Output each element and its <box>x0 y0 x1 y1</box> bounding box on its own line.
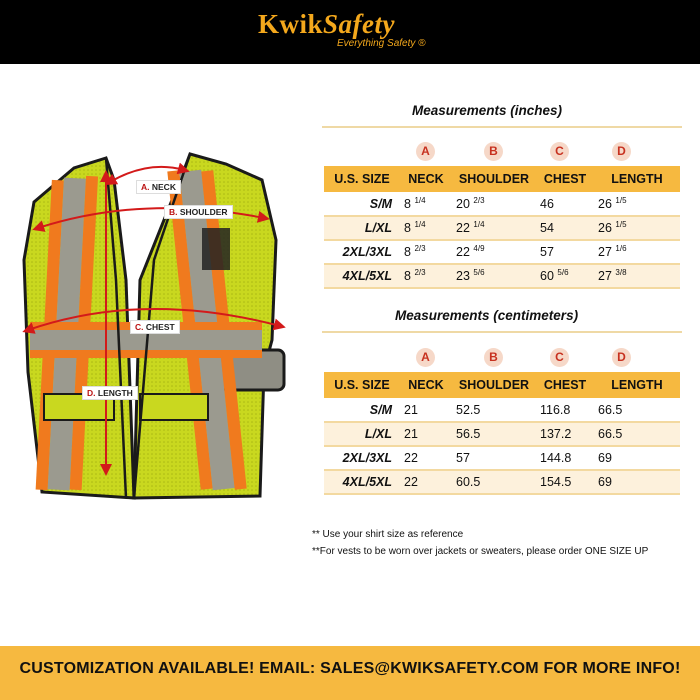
size-cell: 4XL/5XL <box>324 264 400 288</box>
header-us-size: U.S. SIZE <box>324 166 400 192</box>
centimeters-table <box>324 372 680 495</box>
table-row <box>324 192 680 216</box>
chest-cell: 137.2 <box>536 422 594 446</box>
neck-cell: 8 $^{2/3}$ <box>400 240 452 264</box>
chest-cell: 60 $^{5/6}$ <box>536 264 594 288</box>
shoulder-label-text: SHOULDER <box>179 207 228 217</box>
shoulder-cell: 23 $^{5/6}$ <box>452 264 536 288</box>
header-length: LENGTH <box>594 372 680 398</box>
shoulder-label-letter: B. <box>169 207 178 217</box>
size-cell: 2XL/3XL <box>324 240 400 264</box>
length-cell: 27 $^{3/8}$ <box>594 264 680 288</box>
header-shoulder: SHOULDER <box>452 372 536 398</box>
chest-cell: 57 <box>536 240 594 264</box>
chest-cell: 144.8 <box>536 446 594 470</box>
size-cell: S/M <box>324 398 400 422</box>
table-row <box>324 216 680 240</box>
vest-illustration <box>14 140 304 510</box>
size-cell: 4XL/5XL <box>324 470 400 494</box>
length-cell: 69 <box>594 446 680 470</box>
table-row <box>324 422 680 446</box>
letter-b-badge: B <box>484 348 503 367</box>
brand-name <box>258 9 395 40</box>
header-bar <box>0 0 700 64</box>
size-cell: L/XL <box>324 422 400 446</box>
table-row <box>324 264 680 288</box>
length-label-letter: D. <box>87 388 96 398</box>
length-cell: 27 $^{1/6}$ <box>594 240 680 264</box>
shoulder-cell: 57 <box>452 446 536 470</box>
chest-cell: 54 <box>536 216 594 240</box>
neck-label-text: NECK <box>151 182 176 192</box>
length-cell: 69 <box>594 470 680 494</box>
letter-c-badge: C <box>550 348 569 367</box>
letter-b-badge: B <box>484 142 503 161</box>
shoulder-cell: 22 $^{1/4}$ <box>452 216 536 240</box>
shoulder-cell: 56.5 <box>452 422 536 446</box>
note-shirt-size: ** Use your shirt size as reference <box>312 529 464 540</box>
tagline-text: Everything Safety <box>337 38 416 49</box>
customization-email-text[interactable]: CUSTOMIZATION AVAILABLE! EMAIL: SALES@KWIKSAFETY.COM FOR MORE INFO! <box>19 660 681 677</box>
length-cell: 66.5 <box>594 398 680 422</box>
brand-tagline <box>337 38 426 49</box>
inches-divider <box>322 126 682 128</box>
neck-label-letter: A. <box>141 182 150 192</box>
chest-label-text: CHEST <box>145 322 175 332</box>
neck-cell: 8 $^{1/4}$ <box>400 192 452 216</box>
letter-d-badge: D <box>612 142 631 161</box>
footer-banner <box>0 646 700 700</box>
length-label-text: LENGTH <box>97 388 133 398</box>
table-row <box>324 446 680 470</box>
centimeters-title: Measurements (centimeters) <box>395 308 579 323</box>
sizing-notes <box>312 526 648 560</box>
neck-cell: 22 <box>400 470 452 494</box>
shoulder-cell: 22 $^{4/9}$ <box>452 240 536 264</box>
chest-cell: 116.8 <box>536 398 594 422</box>
neck-label <box>136 180 181 194</box>
shoulder-cell: 60.5 <box>452 470 536 494</box>
brand-logo[interactable] <box>258 9 448 59</box>
neck-cell: 22 <box>400 446 452 470</box>
letter-c-badge: C <box>550 142 569 161</box>
letter-a-badge: A <box>416 142 435 161</box>
shoulder-cell: 52.5 <box>452 398 536 422</box>
shoulder-cell: 20 $^{2/3}$ <box>452 192 536 216</box>
note-size-up: **For vests to be worn over jackets or sweaters, please order ONE SIZE UP <box>312 546 649 557</box>
inches-column-letters <box>322 142 682 162</box>
size-cell: L/XL <box>324 216 400 240</box>
neck-cell: 8 $^{2/3}$ <box>400 264 452 288</box>
inches-header-row <box>324 166 680 192</box>
header-chest: CHEST <box>536 372 594 398</box>
header-length: LENGTH <box>594 166 680 192</box>
size-cell: 2XL/3XL <box>324 446 400 470</box>
length-label <box>82 386 138 400</box>
shoulder-label <box>164 205 233 219</box>
table-row <box>324 398 680 422</box>
neck-cell: 8 $^{1/4}$ <box>400 216 452 240</box>
centimeters-header-row <box>324 372 680 398</box>
centimeters-divider <box>322 331 682 333</box>
brand-name-part1: Kwik <box>258 9 324 39</box>
chest-cell: 154.5 <box>536 470 594 494</box>
inches-title: Measurements (inches) <box>412 103 563 118</box>
header-chest: CHEST <box>536 166 594 192</box>
length-cell: 26 $^{1/5}$ <box>594 216 680 240</box>
letter-a-badge: A <box>416 348 435 367</box>
header-us-size: U.S. SIZE <box>324 372 400 398</box>
centimeters-column-letters <box>322 348 682 368</box>
brand-name-part2: Safety <box>323 9 396 39</box>
table-row <box>324 470 680 494</box>
inches-table <box>324 166 680 289</box>
letter-d-badge: D <box>612 348 631 367</box>
length-cell: 26 $^{1/5}$ <box>594 192 680 216</box>
trademark-symbol: ® <box>418 38 426 49</box>
size-cell: S/M <box>324 192 400 216</box>
neck-cell: 21 <box>400 398 452 422</box>
table-row <box>324 240 680 264</box>
vest-right-pocket <box>140 394 208 420</box>
header-shoulder: SHOULDER <box>452 166 536 192</box>
neck-cell: 21 <box>400 422 452 446</box>
header-neck: NECK <box>400 372 452 398</box>
chest-label <box>130 320 180 334</box>
chest-cell: 46 <box>536 192 594 216</box>
chest-label-letter: C. <box>135 322 144 332</box>
length-cell: 66.5 <box>594 422 680 446</box>
header-neck: NECK <box>400 166 452 192</box>
